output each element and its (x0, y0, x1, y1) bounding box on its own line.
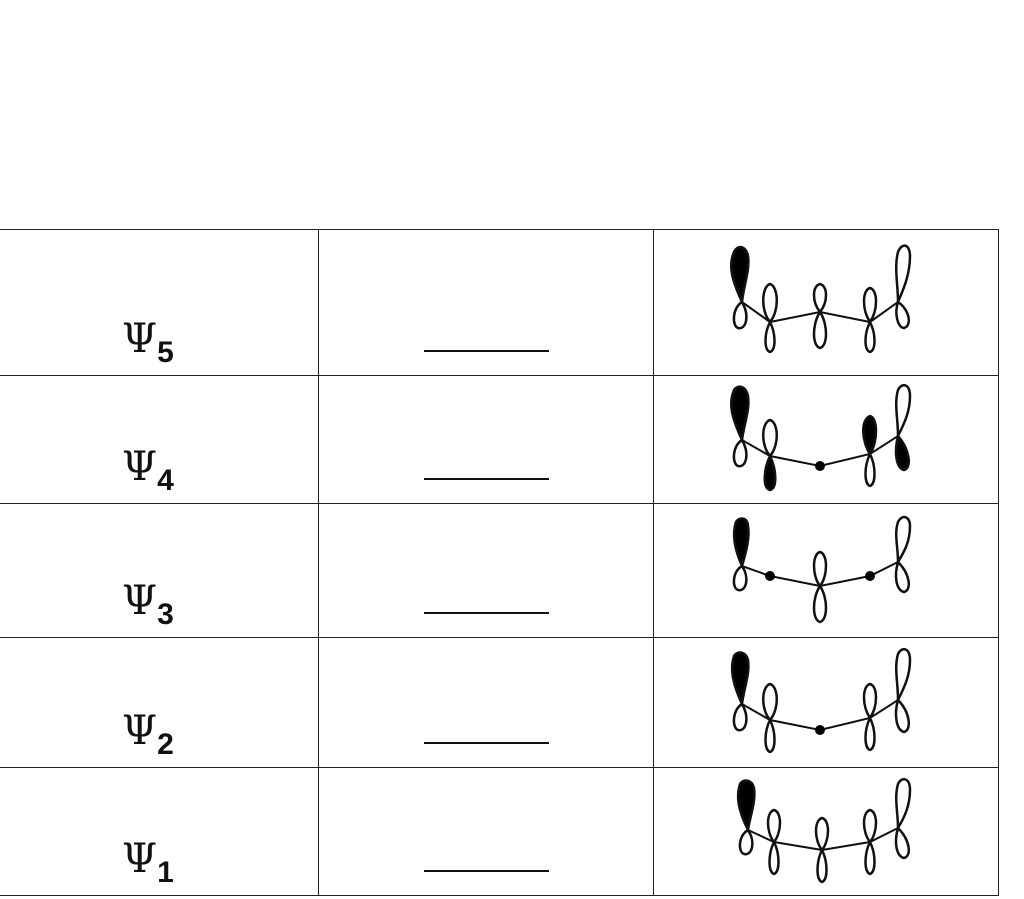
electron-cell (318, 504, 653, 638)
table-row (0, 768, 998, 896)
electron-cell (318, 230, 653, 376)
mo-diagram-cell (653, 230, 998, 376)
mo-diagram-cell (653, 768, 998, 896)
table-row (0, 638, 998, 768)
psi-label: $\Psi_4$ (122, 444, 174, 497)
psi-label: $\Psi_2$ (122, 708, 174, 761)
psi-label: $\Psi_1$ (122, 836, 174, 889)
psi-label: $\Psi_3$ (122, 578, 174, 631)
psi3-orbital-diagram (724, 504, 924, 638)
electron-blank[interactable] (424, 870, 549, 872)
electron-blank[interactable] (424, 350, 549, 352)
mo-diagram-cell (653, 504, 998, 638)
electron-blank[interactable] (424, 612, 549, 614)
mo-label-cell (0, 638, 318, 768)
mo-diagram-cell (653, 376, 998, 504)
mo-label-cell (0, 768, 318, 896)
psi1-orbital-diagram (724, 768, 924, 896)
node-dot (865, 571, 875, 581)
node-dot (815, 725, 825, 735)
electron-cell (318, 638, 653, 768)
electron-blank[interactable] (424, 742, 549, 744)
psi4-orbital-diagram (724, 376, 924, 504)
mo-diagram-cell (653, 638, 998, 768)
mo-label-cell (0, 230, 318, 376)
psi5-orbital-diagram (724, 230, 924, 376)
mo-label-cell (0, 376, 318, 504)
table-row (0, 504, 998, 638)
table-row (0, 230, 998, 376)
psi-label: $\Psi_5$ (122, 316, 174, 369)
node-dot (765, 571, 775, 581)
node-dot (815, 461, 825, 471)
electron-blank[interactable] (424, 478, 549, 480)
electron-cell (318, 376, 653, 504)
psi2-orbital-diagram (724, 638, 924, 768)
mo-table (0, 229, 998, 896)
electron-cell (318, 768, 653, 896)
mo-label-cell (0, 504, 318, 638)
table-row (0, 376, 998, 504)
